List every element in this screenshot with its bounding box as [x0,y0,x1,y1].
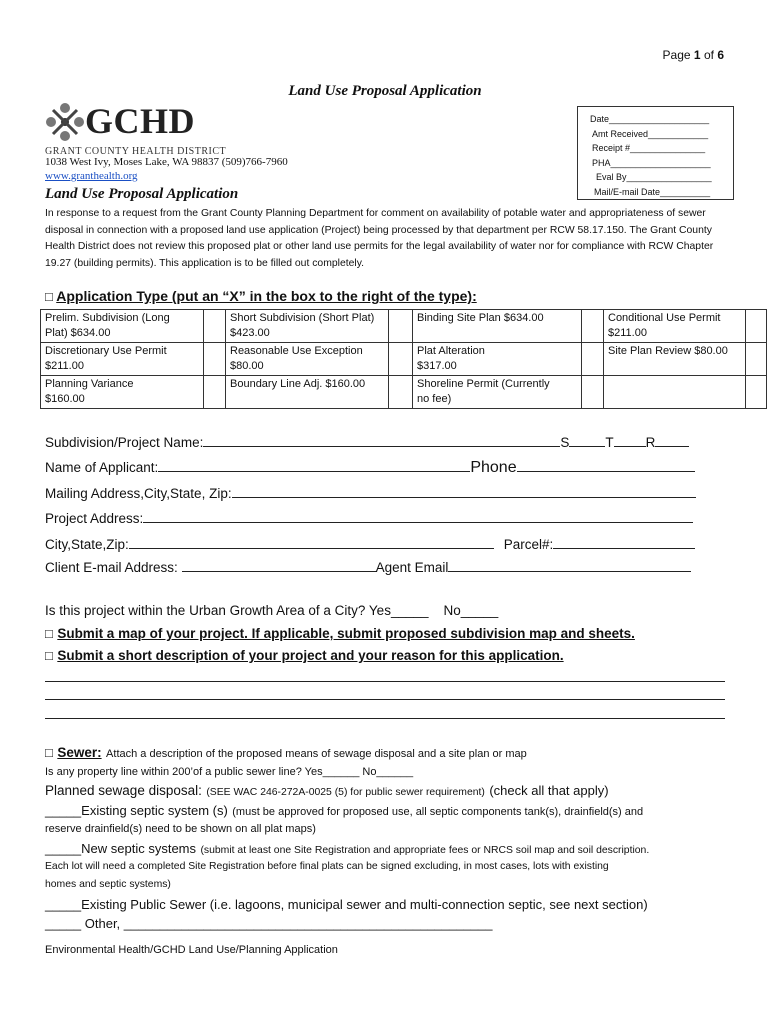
email-row [45,559,691,575]
fee-checkbox-cell[interactable] [746,376,767,409]
planned-sewage-row [45,782,609,800]
subdivision-input[interactable] [203,434,560,447]
range-input[interactable] [655,434,689,447]
application-type-label: Application Type (put an “X” in the box to the right of the type): [56,288,477,304]
table-row [41,343,767,376]
fee-cell: Short Subdivision (Short Plat) $423.00 [226,310,389,343]
fee-cell: Reasonable Use Exception $80.00 [226,343,389,376]
fee-checkbox-cell[interactable] [389,343,413,376]
fee-cell: Prelim. Subdivision (Long Plat) $634.00 [41,310,204,343]
fee-cell: Plat Alteration $317.00 [413,343,582,376]
phone-input[interactable] [517,459,695,472]
subdivision-label: Subdivision/Project Name: [45,435,204,450]
agent-email-input[interactable] [448,559,691,572]
sewer-description: Attach a description of the proposed means of sewage disposal and a site plan or map [106,748,527,760]
planned-sewage-note: (SEE WAC 246-272A-0025 (5) for public sewer requirement) [206,787,485,798]
description-line[interactable] [45,718,725,719]
uga-question: Is this project within the Urban Growth Area of a City? [45,603,366,618]
table-row [41,310,767,343]
fee-checkbox-cell[interactable] [582,343,604,376]
fee-checkbox-cell[interactable] [582,376,604,409]
fee-cell: Site Plan Review $80.00 [604,343,746,376]
new-septic-note-3: homes and septic systems) [45,879,171,890]
application-type-checkbox[interactable]: □ [45,289,53,304]
township-label: T [605,435,614,450]
fee-checkbox-cell[interactable] [582,310,604,343]
applicant-row [45,459,695,477]
new-septic-option[interactable]: _____New septic systems [45,841,197,856]
planned-sewage-tail: (check all that apply) [489,783,609,798]
uga-no[interactable]: No_____ [443,603,499,618]
section-label: S [560,435,570,450]
other-option[interactable]: _____ Other, ___________________________________________________ [45,916,493,931]
sewer-line-question: Is any property line within 200’of a public sewer line? Yes______ No______ [45,766,414,778]
intro-paragraph: In response to a request from the Grant County Planning Department for comment on availability of potable water and appropriateness of sewer disposal in connection with a proposed land use application (Project) being processed by that department per RCW 58.17.150. The Grant County Health District does not review this proposed plat or other land use permits for the legal availability of water nor for compliance with RCW Chapter 19.27 (building permits). This application is to be filled out completely. [45,208,714,269]
submit-map-label: Submit a map of your project. If applicable, submit proposed subdivision map and sheets. [57,626,635,641]
sewer-heading-row [45,744,527,762]
footer-text: Environmental Health/GCHD Land Use/Planning Application [45,944,338,956]
website-link[interactable]: www.granthealth.org [45,170,138,182]
gchd-logo-icon [45,102,85,144]
fee-cell: Discretionary Use Permit $211.00 [41,343,204,376]
fee-checkbox-cell[interactable] [204,310,226,343]
office-date: Date____________________ [590,114,710,124]
uga-question-row [45,603,498,618]
application-type-heading [45,288,477,304]
uga-yes[interactable]: Yes_____ [368,603,429,618]
township-input[interactable] [614,434,646,447]
mailing-row [45,485,696,501]
description-line[interactable] [45,699,725,700]
submit-map-row [45,625,635,643]
organization-name: GRANT COUNTY HEALTH DISTRICT [45,146,227,157]
subdivision-row [45,434,689,450]
fee-cell: Planning Variance $160.00 [41,376,204,409]
office-amt-received: Amt Received____________ [592,128,709,139]
city-input[interactable] [129,536,494,549]
parcel-label: Parcel#: [503,537,554,552]
email-input[interactable] [182,559,376,572]
fee-checkbox-cell[interactable] [746,310,767,343]
fee-cell [604,376,746,409]
city-label: City,State,Zip: [45,537,129,552]
project-address-row [45,510,693,526]
fee-cell: Boundary Line Adj. $160.00 [226,376,389,409]
mailing-input[interactable] [232,485,696,498]
office-receipt: Receipt #_______________ [592,143,706,154]
project-address-input[interactable] [143,510,693,523]
new-septic-note-2: Each lot will need a completed Site Registration before final plats can be signed excluding, in most cases, lots with existing [45,861,609,872]
new-septic-note: (submit at least one Site Registration and appropriate fees or NRCS soil map and soil description. [200,845,650,856]
submit-description-label: Submit a short description of your project and your reason for this application. [57,648,564,663]
sewer-checkbox[interactable]: □ [45,745,53,760]
fee-checkbox-cell[interactable] [204,343,226,376]
sewer-label: Sewer: [57,745,102,760]
fee-checkbox-cell[interactable] [389,376,413,409]
new-septic-row [45,840,649,858]
range-label: R [645,435,656,450]
public-sewer-option[interactable]: _____Existing Public Sewer (i.e. lagoons, municipal sewer and multi-connection septic, see next section) [45,897,648,912]
fee-checkbox-cell[interactable] [204,376,226,409]
applicant-input[interactable] [158,459,470,472]
fee-table [40,309,767,409]
existing-septic-row [45,802,643,820]
page-number: Page 1 of 6 [662,48,724,62]
description-line[interactable] [45,681,725,682]
fee-cell: Shoreline Permit (Currently no fee) [413,376,582,409]
office-pha: PHA____________________ [592,157,711,168]
gchd-logo [45,102,215,144]
office-use-box [577,106,734,200]
project-address-label: Project Address: [45,511,144,526]
fee-cell: Conditional Use Permit $211.00 [604,310,746,343]
submit-map-checkbox[interactable]: □ [45,626,53,641]
planned-sewage-label: Planned sewage disposal: [45,783,202,798]
table-row [41,376,767,409]
office-eval-by: Eval By_________________ [596,172,712,183]
fee-checkbox-cell[interactable] [389,310,413,343]
parcel-input[interactable] [553,536,695,549]
applicant-label: Name of Applicant: [45,460,159,475]
agent-email-label: Agent Email [375,560,449,575]
logo-text: GCHD [85,101,195,141]
fee-checkbox-cell[interactable] [746,343,767,376]
submit-description-row [45,647,564,665]
mailing-label: Mailing Address,City,State, Zip: [45,486,232,501]
organization-address: 1038 West Ivy, Moses Lake, WA 98837 (509)766-7960 [45,156,288,168]
existing-septic-note-2: reserve drainfield(s) need to be shown on all plat maps) [45,823,316,835]
email-label: Client E-mail Address: [45,560,178,575]
document-title: Land Use Proposal Application [288,83,482,99]
office-mail-date: Mail/E-mail Date__________ [594,186,711,197]
submit-description-checkbox[interactable]: □ [45,648,53,663]
fee-cell: Binding Site Plan $634.00 [413,310,582,343]
section-input[interactable] [569,434,605,447]
existing-septic-option[interactable]: _____Existing septic system (s) [45,803,228,818]
phone-label: Phone [470,459,517,476]
form-subtitle: Land Use Proposal Application [45,186,239,202]
existing-septic-note: (must be approved for proposed use, all septic components tank(s), drainfield(s) and [232,806,644,818]
city-row [45,536,695,552]
